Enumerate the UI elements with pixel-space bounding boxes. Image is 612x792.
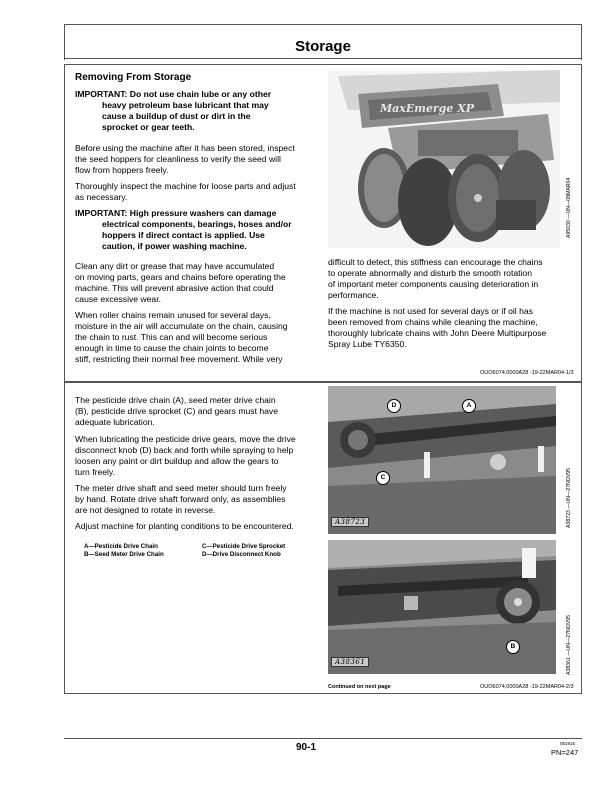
photo-code-2: A38723 —UN—27NOV95 (566, 468, 572, 528)
photo-label-a38361: A38361 (331, 657, 369, 667)
page-number: 90-1 (295, 742, 316, 753)
paragraph-inspect-hoppers: Before using the machine after it has been stored, inspect the seed hoppers for cleanliness to verify the seed will flow from hoppers freely. (75, 143, 295, 175)
photo-code-1: A95030 —UN—08MAR04 (566, 177, 572, 238)
title-divider (64, 58, 582, 59)
photo-code-3: A38361 —UN—27NOV95 (566, 615, 572, 675)
brand-logo-text: MaxEmerge XP (380, 102, 475, 115)
title-box (64, 24, 582, 60)
callout-c: C (376, 471, 390, 485)
seed-meter-drive-illustration (328, 540, 556, 674)
legend (84, 543, 304, 559)
page-title: Storage (295, 38, 351, 55)
important-note-washers: IMPORTANT: High pressure washers can damage electrical components, bearings, hoses and/or hoppers if direct contact is applied. Use caution, if power washing machine. (75, 208, 292, 251)
photo-label-a38723: A38723 (331, 517, 369, 527)
callout-b: B (506, 640, 520, 654)
legend-row: B—Seed Meter Drive Chain D—Drive Disconnect Knob (84, 551, 281, 558)
paragraph-loose-parts: Thoroughly inspect the machine for loose parts and adjust as necessary. (75, 181, 296, 202)
paragraph-meter-shaft: The meter drive shaft and seed meter should turn freely by hand. Rotate drive shaft forward only, as assemblies are not designed to rotate in reverse. (75, 483, 287, 515)
reference-code-2: OUO6074,0000A28 -19-22MAR04-2/3 (480, 684, 574, 690)
paragraph-stiffness: difficult to detect, this stiffness can encourage the chains to operate abnormally and disturb the smooth rotation of important meter components causing deterioration in performance. (328, 257, 543, 300)
important-note-lubricant: IMPORTANT: Do not use chain lube or any other heavy petroleum base lubricant that may cause a buildup of dust or dirt in the sprocket or gear teeth. (75, 89, 272, 132)
paragraph-lubricate: If the machine is not used for several days or if oil has been removed from chains while cleaning the machine, thoroughly lubricate chains with John Deere Multipurpose Spray Lube TY6350. (328, 306, 547, 349)
planter-illustration (328, 70, 560, 248)
footer-divider (64, 738, 582, 739)
legend-row: A—Pesticide Drive Chain C—Pesticide Drive Sprocket (84, 543, 286, 550)
seed-meter-drive-photo (328, 540, 556, 674)
planter-photo (328, 70, 560, 248)
pesticide-drive-illustration (328, 386, 556, 534)
paragraph-clean-dirt: Clean any dirt or grease that may have accumulated on moving parts, gears and chains before operating the machine. This will prevent abrasive action that could cause excessive wear. (75, 261, 286, 304)
callout-a: A (462, 399, 476, 413)
continued-note: Continued on next page (328, 684, 391, 690)
paragraph-roller-chains: When roller chains remain unused for several days, moisture in the air will accumulate on the chain, causing the chain to rust. This can and will become serious enough in time to cause the chain joints to become stiff, restricting their normal free movement. While very (75, 310, 288, 364)
paragraph-adjust-machine: Adjust machine for planting conditions to be encountered. (75, 521, 294, 531)
pesticide-drive-photo (328, 386, 556, 534)
callout-d: D (387, 399, 401, 413)
section-heading: Removing From Storage (75, 72, 192, 83)
reference-code-1: OUO6074,0000A28 -19-22MAR04-1/3 (480, 370, 574, 376)
pn-number: PN=247 (551, 748, 579, 757)
small-code: 081915 (560, 741, 576, 746)
paragraph-adequate-lubrication: The pesticide drive chain (A), seed meter drive chain (B), pesticide drive sprocket (C) and gears must have adequate lubrication. (75, 395, 278, 427)
paragraph-pesticide-gears: When lubricating the pesticide drive gears, move the drive disconnect knob (D) back and forth while spraying to help loosen any paint or dirt buildup and allow the gears to turn freely. (75, 434, 296, 477)
